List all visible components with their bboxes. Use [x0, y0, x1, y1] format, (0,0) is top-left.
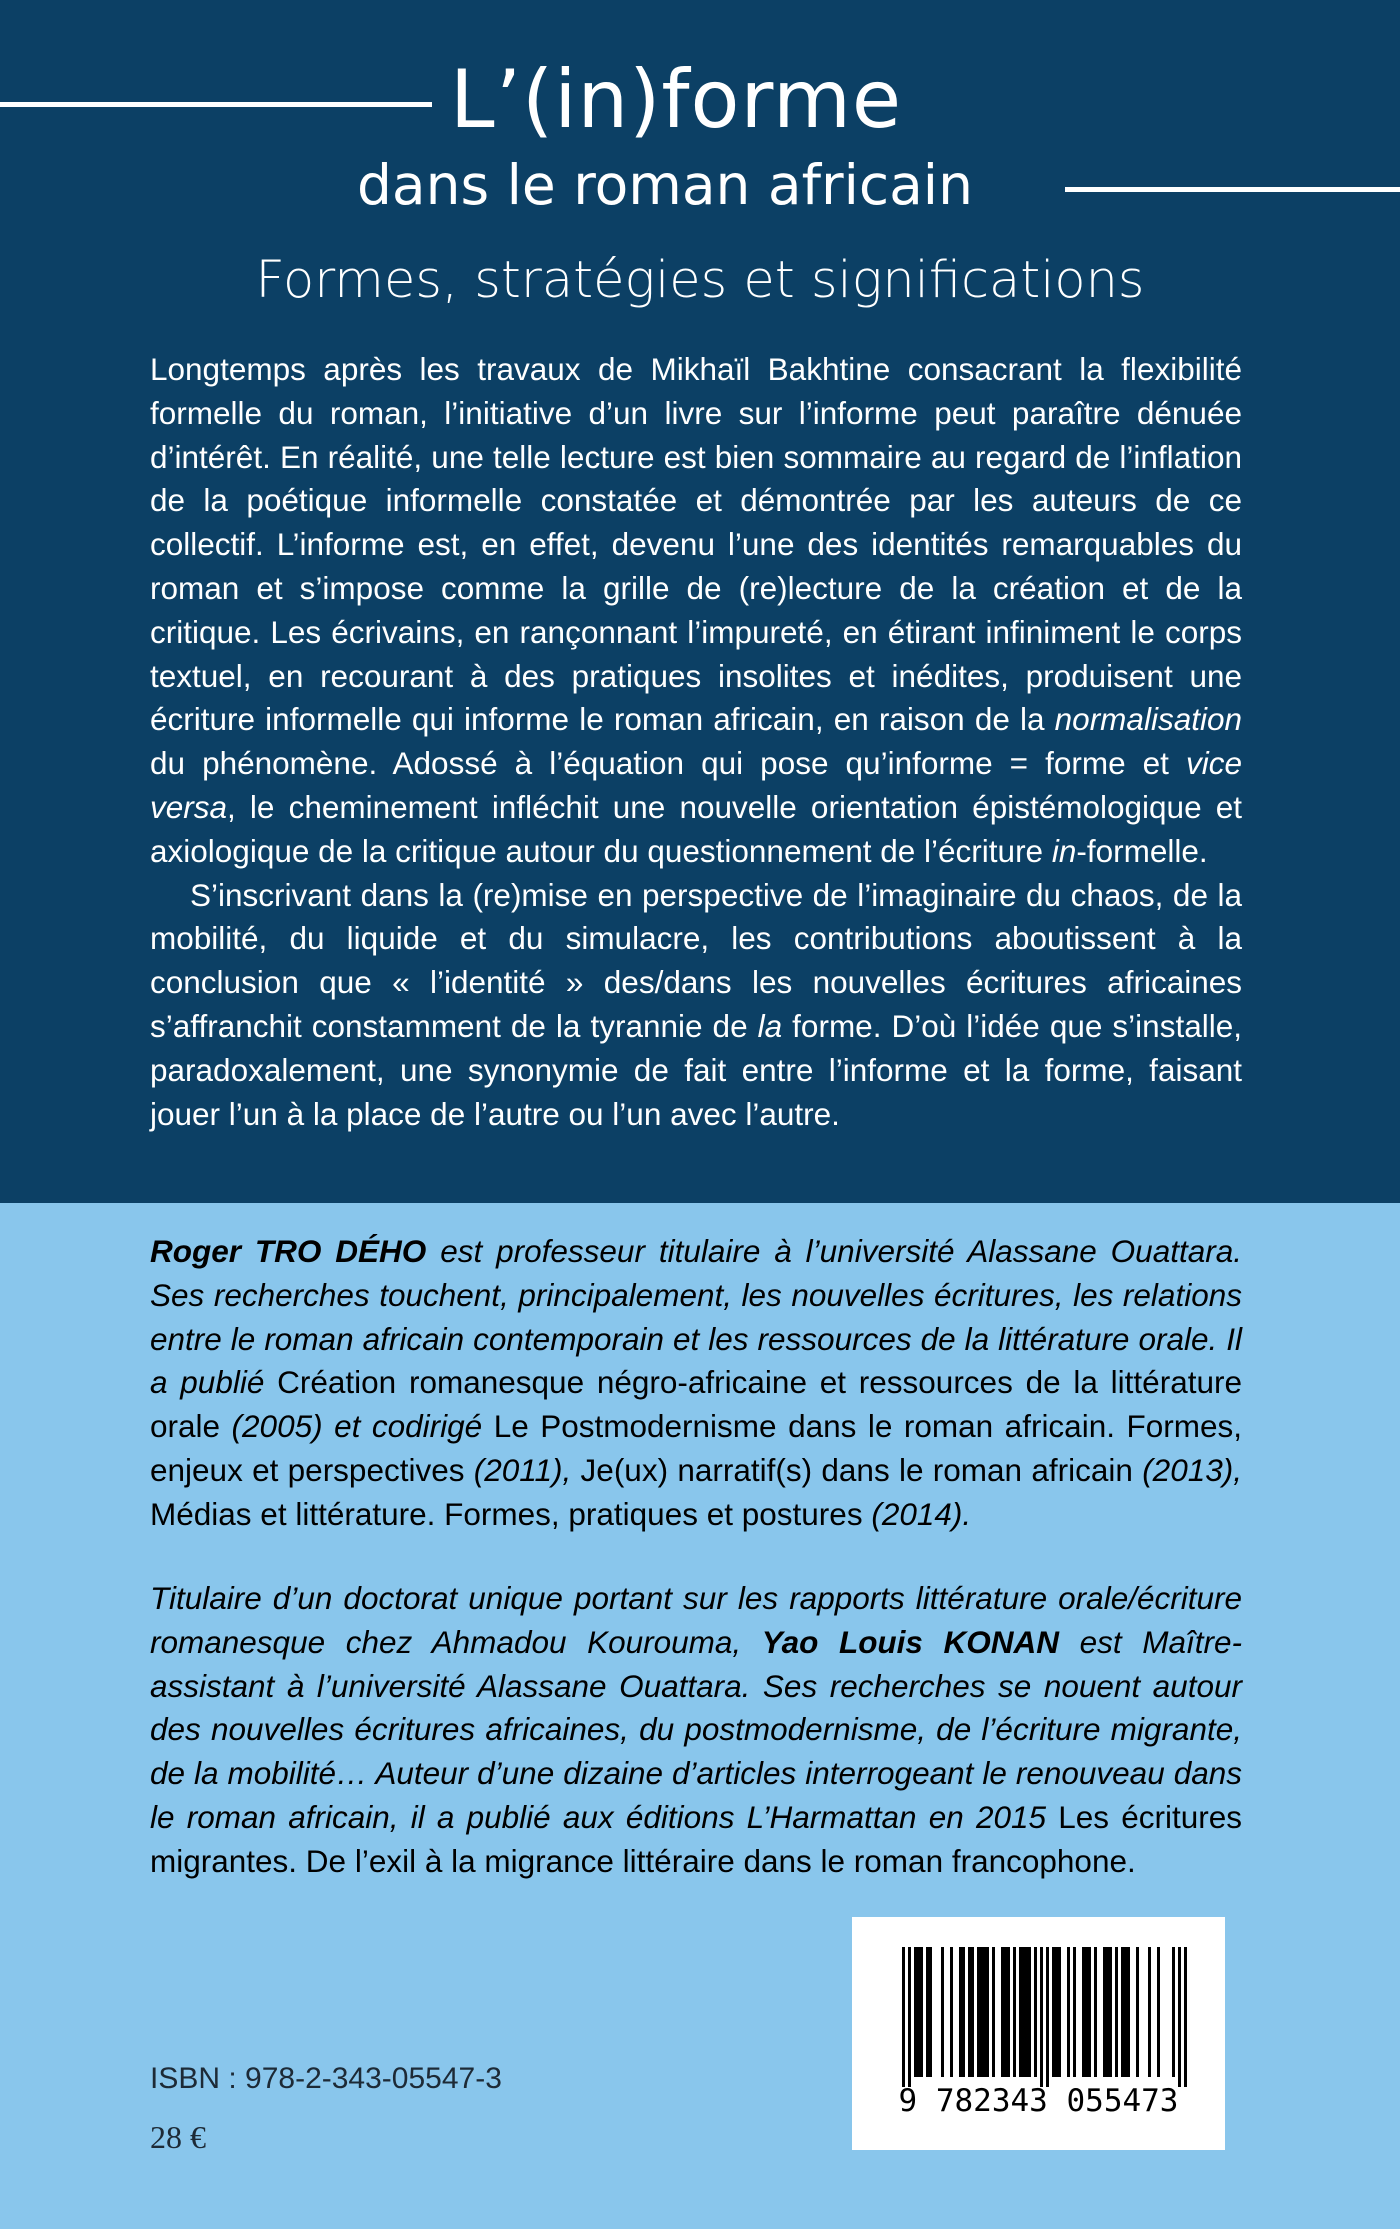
barcode-bar — [1040, 1947, 1043, 2087]
barcode-bar — [1085, 1947, 1088, 2077]
barcode-bar — [1148, 1947, 1151, 2077]
barcode-bar — [1013, 1947, 1016, 2077]
barcode-bar — [1073, 1947, 1076, 2077]
blurb-text: du phénomène. Adossé à l’équation qui pose qu’informe = forme et — [150, 745, 1186, 782]
bio-text: (2014). — [862, 1495, 972, 1532]
barcode-bar — [971, 1947, 974, 2077]
price: 28 € — [150, 2119, 206, 2155]
barcode-bar — [1046, 1947, 1049, 2087]
barcode-bar — [1067, 1947, 1070, 2077]
barcode-bar — [902, 1947, 905, 2087]
barcode-bar — [1115, 1947, 1118, 2077]
work-title: Création romanesque négro-africaine et ressources de la littérature orale — [150, 1364, 1242, 1445]
barcode — [852, 1917, 1225, 2150]
barcode-bar — [1055, 1947, 1058, 2077]
barcode-bar — [1034, 1947, 1037, 2077]
barcode-bar — [1109, 1947, 1112, 2077]
blurb-italic: normalisation — [1054, 701, 1242, 738]
barcode-bar — [968, 1947, 971, 2077]
barcode-bar — [1058, 1947, 1061, 2077]
barcode-bar — [908, 1947, 911, 2087]
blurb-text: forme. D’où l’idée que s’installe, paradoxalement, une synonymie de fait entre l’informe et la forme, faisant jouer l’un à la place de l’autre ou l’un avec l’autre. — [150, 1007, 1242, 1132]
barcode-bar — [1127, 1947, 1130, 2077]
barcode-bar — [1094, 1947, 1097, 2077]
barcode-bar — [1028, 1947, 1031, 2077]
author-bio-2-text — [150, 1577, 1242, 1884]
blurb-text: -formelle. — [1076, 832, 1208, 869]
barcode-bars — [852, 1917, 1225, 2087]
bio-text: (2011), — [464, 1451, 581, 1488]
blurb-italic: la — [757, 1007, 783, 1044]
work-title: Les écritures migrantes. De l’exil à la migrance littéraire dans le roman francophone. — [150, 1798, 1243, 1879]
barcode-bar — [1136, 1947, 1139, 2077]
author-name: Roger TRO DÉHO — [150, 1233, 427, 1269]
blurb-text: , le cheminement infléchit une nouvelle orientation épistémologique et axiologique de la critique autour du questionnement de l’écriture — [150, 788, 1242, 869]
work-title: Le Postmodernisme dans le roman africain. Formes, enjeux et perspectives — [150, 1408, 1242, 1488]
bio-text: (2013), — [1132, 1451, 1242, 1488]
book-subtitle: Formes, stratégies et significations — [255, 251, 1145, 310]
title-rule-right — [1065, 187, 1400, 192]
book-title: L’(in)forme — [450, 53, 903, 146]
blurb — [150, 348, 1242, 1136]
blurb-italic: in — [1051, 832, 1077, 869]
book-title-line2: dans le roman africain — [357, 153, 973, 217]
bio-text: Titulaire d’un doctorat unique portant sur les rapports littérature orale/écriture romanesque chez Ahmadou Kourouma, — [150, 1580, 1242, 1660]
barcode-bar — [926, 1947, 929, 2077]
barcode-bar — [1082, 1947, 1085, 2077]
barcode-bar — [1124, 1947, 1127, 2077]
barcode-bar — [1172, 1947, 1175, 2077]
barcode-bar — [980, 1947, 983, 2077]
barcode-bar — [992, 1947, 995, 2077]
barcode-bar — [1019, 1947, 1022, 2077]
barcode-bar — [1157, 1947, 1160, 2077]
blurb-paragraph-2 — [150, 874, 1242, 1137]
barcode-bar — [983, 1947, 986, 2077]
barcode-digits: 9 782343 055473 — [898, 2083, 1179, 2119]
barcode-bar — [920, 1947, 923, 2077]
author-bio-1-text — [150, 1230, 1242, 1537]
barcode-bar — [1103, 1947, 1106, 2077]
blurb-text: Longtemps après les travaux de Mikhaïl Bakhtine consacrant la flexibilité formelle du roman, l’initiative d’un livre sur l’informe peut paraître dénuée d’intérêt. En réalité, une telle lecture est bien sommaire au regard de l’inflation de la poétique informelle constatée et démontrée par les auteurs de ce collectif. L’informe est, en effet, devenu l’une des identités remarquables du roman et s’impose comme la grille de (re)lecture de la création et de la critique. Les écrivains, en rançonnant l’impureté, en étirant infiniment le corps textuel, en recourant à des pratiques insolites et inédites, produisent une écriture informelle qui informe le roman africain, en raison de la — [150, 351, 1242, 738]
barcode-bar — [1106, 1947, 1109, 2077]
barcode-bar — [977, 1947, 980, 2077]
title-rule-left — [0, 102, 432, 107]
barcode-bar — [917, 1947, 920, 2077]
barcode-bar — [962, 1947, 965, 2077]
blurb-text: S’inscrivant dans la (re)mise en perspective de l’imaginaire du chaos, de la mobilité, du liquide et du simulacre, les contributions aboutissent à la conclusion que « l’identité » des/dans les nouvelles écritures africaines s’affranchit constamment de la tyrannie de — [150, 876, 1242, 1044]
barcode-bar — [986, 1947, 989, 2077]
barcode-bar — [1025, 1947, 1028, 2077]
barcode-bar — [1121, 1947, 1124, 2077]
barcode-bar — [1088, 1947, 1091, 2077]
bio-text: est professeur titulaire à l’université Alassane Ouattara. Ses recherches touchent, principalement, les nouvelles écritures, les relations entre le roman africain contemporain et les ressources de la littérature orale. Il a publié — [150, 1233, 1242, 1401]
barcode-bar — [950, 1947, 953, 2077]
author-name: Yao Louis KONAN — [761, 1623, 1060, 1660]
barcode-bar — [1184, 1947, 1187, 2087]
barcode-bar — [1178, 1947, 1181, 2087]
barcode-bar — [941, 1947, 944, 2077]
barcode-bar — [929, 1947, 932, 2077]
isbn: ISBN : 978-2-343-05547-3 — [150, 2062, 502, 2095]
author-bio-2 — [150, 1577, 1242, 1884]
barcode-bar — [914, 1947, 917, 2077]
barcode-bar — [1022, 1947, 1025, 2077]
bio-text: est Maître-assistant à l’université Alassane Ouattara. Ses recherches se nouent autour des nouvelles écritures africaines, du postmodernisme, de l’écriture migrante, de la mobilité… Auteur d’une dizaine d’articles interrogeant le renouveau dans le roman africain, il a publié aux éditions L’Harmattan en 2015 — [150, 1623, 1242, 1835]
barcode-bar — [1052, 1947, 1055, 2077]
barcode-bar — [1001, 1947, 1004, 2077]
barcode-bar — [1007, 1947, 1010, 2077]
barcode-bar — [959, 1947, 962, 2077]
work-title: Médias et littérature. Formes, pratiques et postures — [150, 1495, 863, 1532]
work-title: Je(ux) narratif(s) dans le roman africain — [580, 1451, 1133, 1488]
author-bio-1 — [150, 1230, 1242, 1537]
blurb-italic: vice versa — [150, 745, 1242, 825]
barcode-bar — [1004, 1947, 1007, 2077]
blurb-paragraph-1 — [150, 348, 1242, 874]
bio-text: (2005) et codirigé — [220, 1408, 494, 1445]
